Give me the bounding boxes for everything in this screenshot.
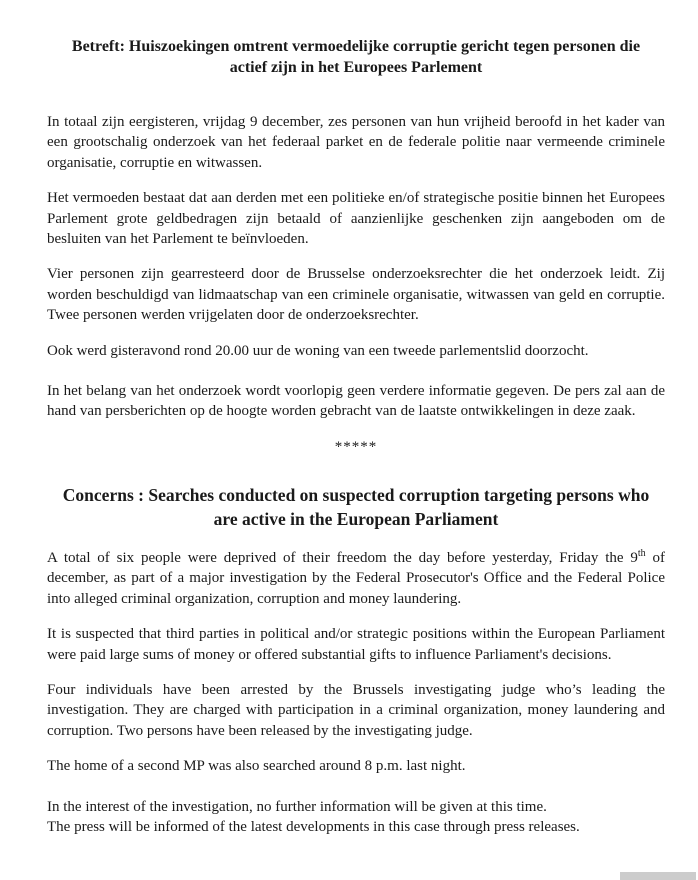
english-title: Concerns : Searches conducted on suspected corruption targeting persons who are active in the European Parliament	[62, 484, 650, 529]
dutch-title: Betreft: Huiszoekingen omtrent vermoedelijke corruptie gericht tegen personen die actief zijn in het Europees Parlement	[71, 38, 641, 76]
dutch-paragraph-4: Ook werd gisteravond rond 20.00 uur de woning van een tweede parlementslid doorzocht.	[47, 342, 589, 359]
english-paragraph-5	[47, 797, 665, 838]
english-paragraph-1-text-after-ordinal: of december, as part of a major investigation by the Federal Prosecutor's Office and the Federal Police into alleged criminal organization, corruption and money laundering.	[47, 549, 665, 607]
bottom-right-gray-artifact	[620, 872, 696, 880]
section-separator: *****	[334, 438, 378, 455]
english-paragraph-1-text-before-ordinal: A total of six people were deprived of their freedom the day before yesterday, Friday the 9	[47, 549, 638, 566]
closing-line-2: The press will be informed of the latest developments in this case through press releases.	[47, 818, 580, 835]
dutch-paragraph-5: In het belang van het onderzoek wordt voorlopig geen verdere informatie gegeven. De pers zal aan de hand van persberichten op de hoogte worden gebracht van de laatste ontwikkelingen in deze zaak.	[47, 383, 665, 420]
dutch-paragraph-1: In totaal zijn eergisteren, vrijdag 9 december, zes personen van hun vrijheid beroofd in het kader van een grootschalig onderzoek van het federaal parket en de federale politie naar vermeende criminele organisatie, corruptie en witwassen.	[47, 114, 665, 171]
english-paragraph-1	[47, 548, 665, 609]
dutch-paragraph-3: Vier personen zijn gearresteerd door de Brusselse onderzoeksrechter die het onderzoek leidt. Zij worden beschuldigd van lidmaatschap van een criminele organisatie, witwassen van geld en corruptie. Twee personen werden vrijgelaten door de onderzoeksrechter.	[47, 266, 665, 324]
english-paragraph-3: Four individuals have been arrested by the Brussels investigating judge who’s leading the investigation. They are charged with participation in a criminal organization, money laundering and corruption. Two persons have been released by the investigating judge.	[47, 681, 665, 739]
english-paragraph-2: It is suspected that third parties in political and/or strategic positions within the European Parliament were paid large sums of money or offered substantial gifts to influence Parliament's decisions.	[47, 626, 665, 663]
english-paragraph-4: The home of a second MP was also searched around 8 p.m. last night.	[47, 758, 466, 775]
dutch-paragraph-2: Het vermoeden bestaat dat aan derden met een politieke en/of strategische positie binnen het Europees Parlement grote geldbedragen zijn betaald of aanzienlijke geschenken zijn aangeboden om de besluiten van het Parlement te beïnvloeden.	[47, 190, 665, 248]
closing-line-1: In the interest of the investigation, no further information will be given at this time.	[47, 798, 547, 815]
ordinal-superscript: th	[637, 547, 646, 559]
